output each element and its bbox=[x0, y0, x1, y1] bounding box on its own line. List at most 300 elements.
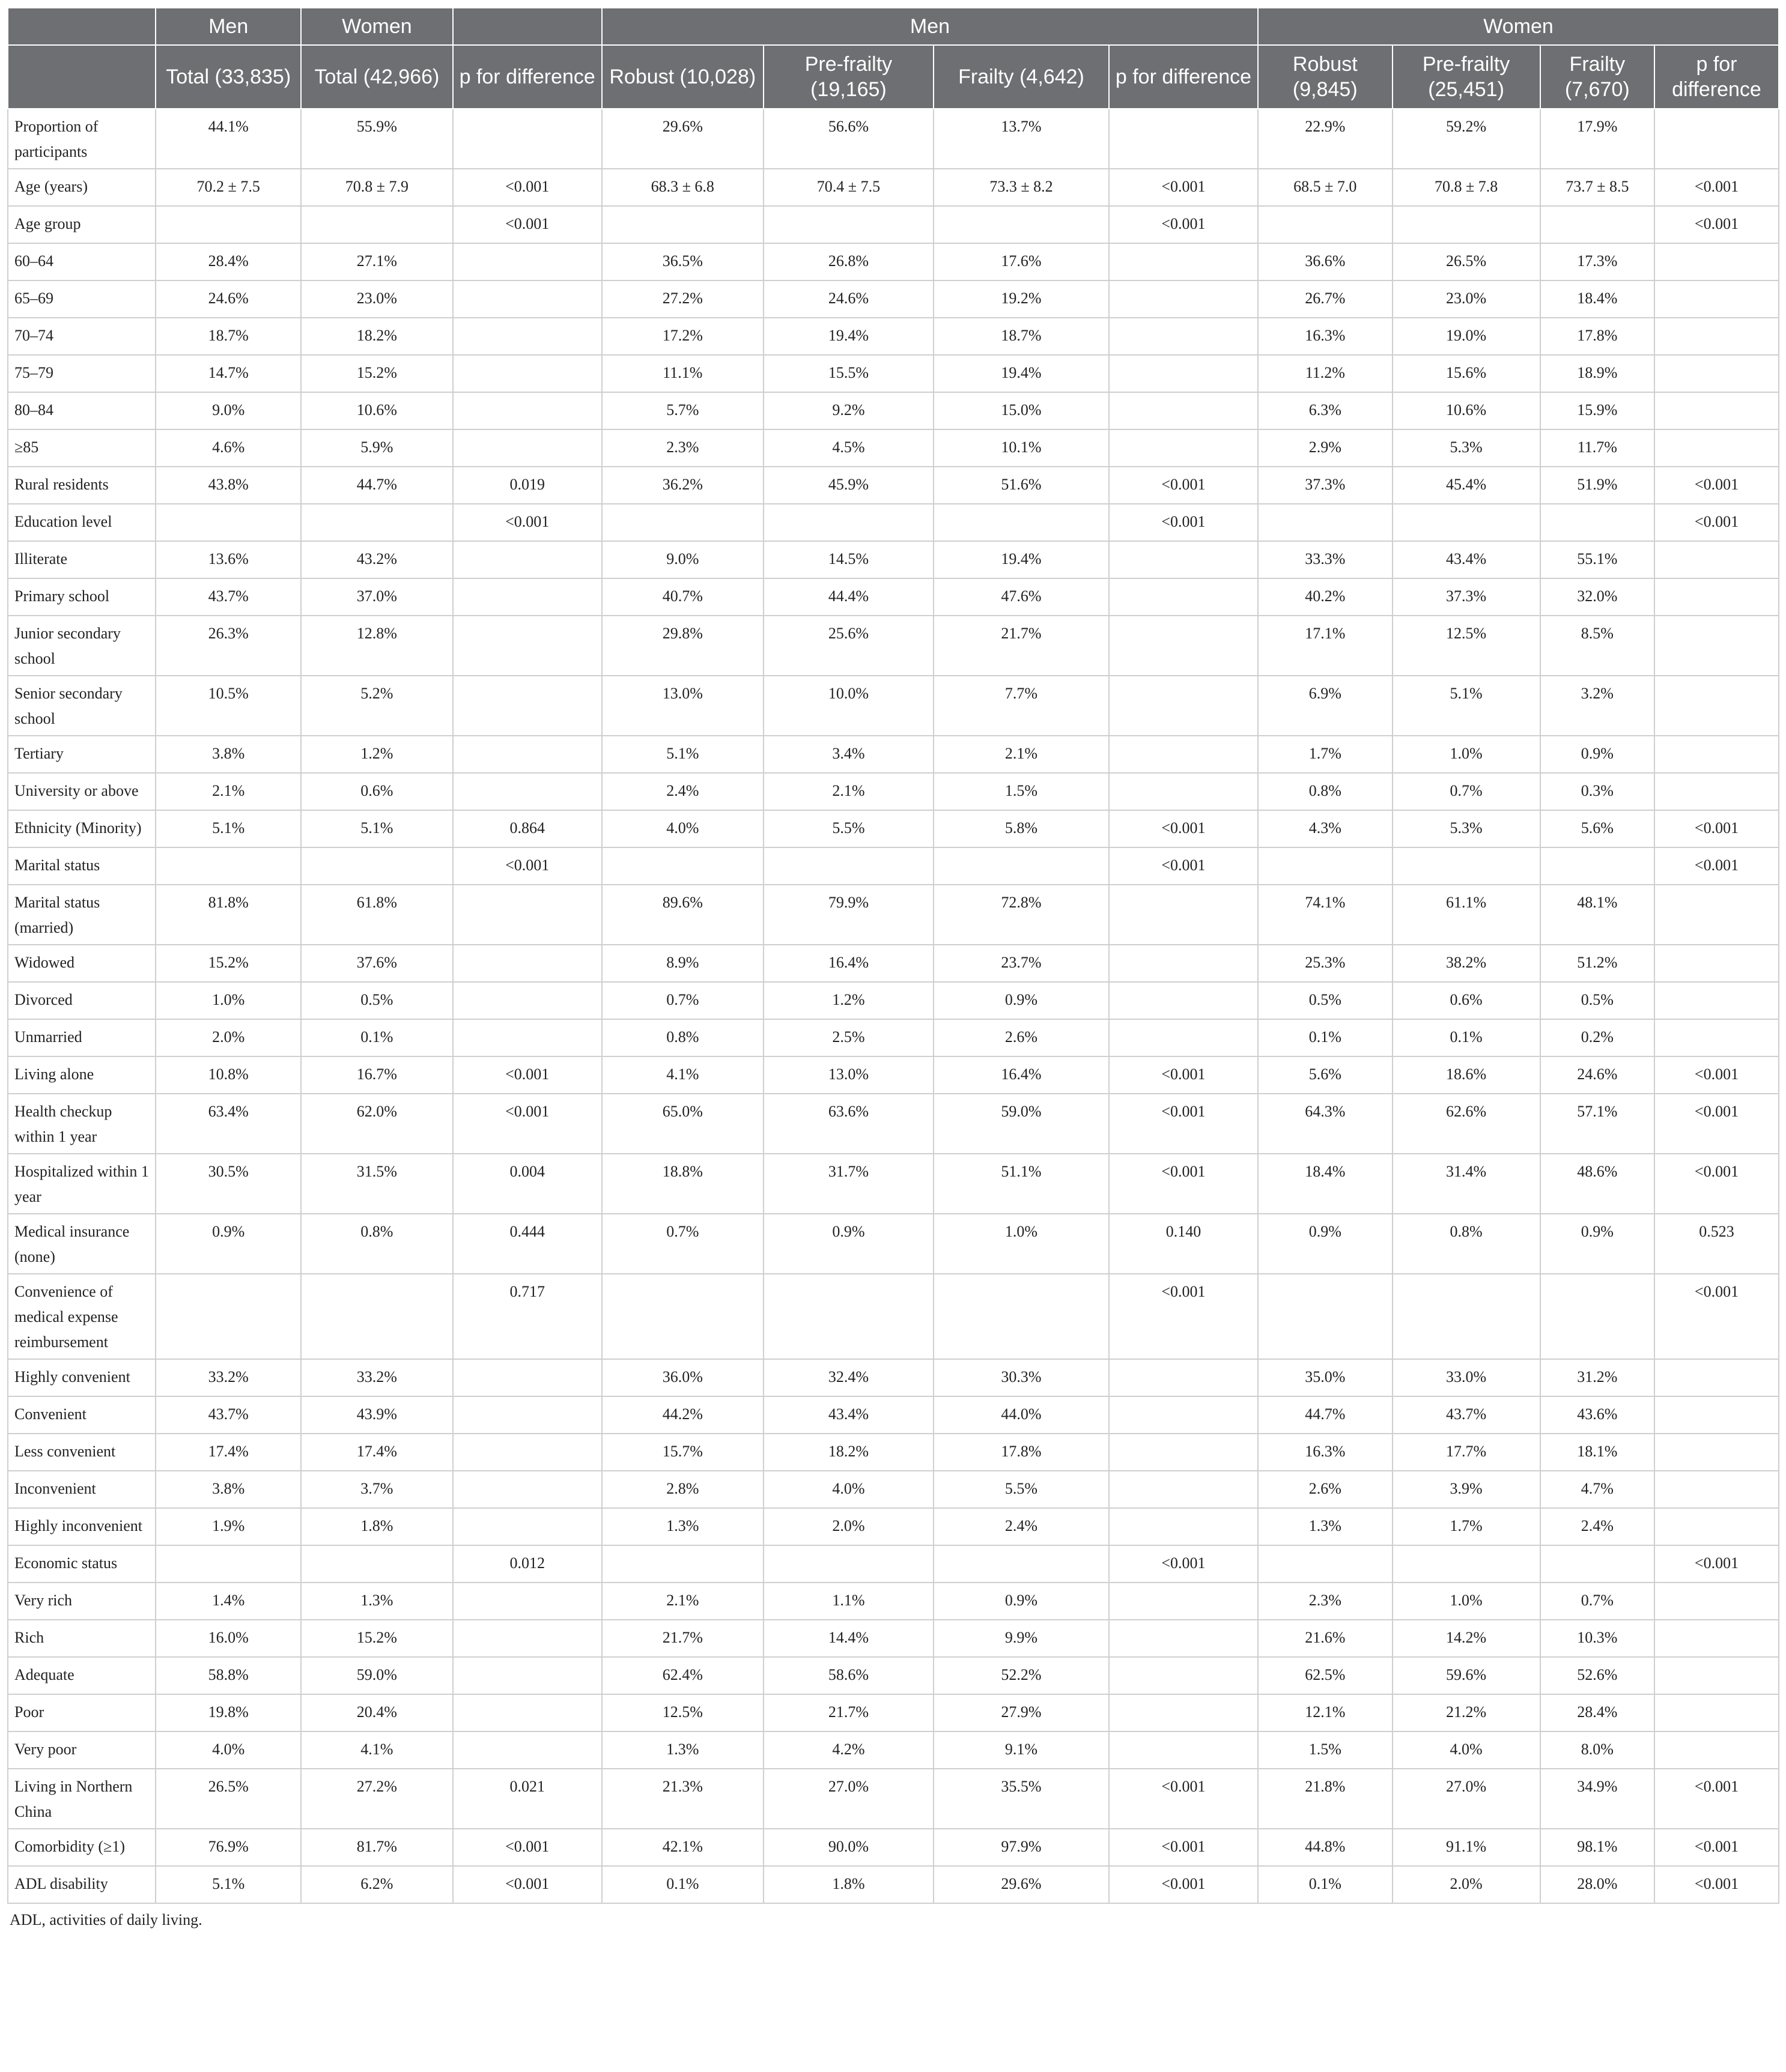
table-cell bbox=[1654, 676, 1779, 736]
table-row bbox=[8, 885, 1779, 945]
table-cell: 36.0% bbox=[602, 1359, 764, 1396]
table-cell: 38.2% bbox=[1393, 945, 1540, 982]
table-cell: <0.001 bbox=[1654, 1866, 1779, 1903]
table-row bbox=[8, 578, 1779, 616]
table-cell: 36.5% bbox=[602, 243, 764, 280]
table-cell bbox=[453, 1471, 602, 1508]
table-cell: 4.0% bbox=[1393, 1731, 1540, 1769]
table-cell: 3.4% bbox=[764, 736, 934, 773]
table-cell: 0.9% bbox=[764, 1214, 934, 1274]
row-label: Health checkup within 1 year bbox=[8, 1094, 156, 1154]
table-cell bbox=[602, 1274, 764, 1359]
row-label: Comorbidity (≥1) bbox=[8, 1829, 156, 1866]
table-cell bbox=[1654, 885, 1779, 945]
table-cell: 42.1% bbox=[602, 1829, 764, 1866]
header-cell: p for difference bbox=[453, 45, 602, 109]
table-row bbox=[8, 243, 1779, 280]
table-cell: 0.8% bbox=[1393, 1214, 1540, 1274]
table-cell: <0.001 bbox=[1654, 847, 1779, 885]
table-cell: 20.4% bbox=[301, 1694, 452, 1731]
table-cell: 24.6% bbox=[1540, 1056, 1654, 1094]
table-cell bbox=[453, 280, 602, 318]
table-cell: 57.1% bbox=[1540, 1094, 1654, 1154]
table-cell: 2.6% bbox=[934, 1019, 1109, 1056]
table-cell bbox=[453, 392, 602, 429]
table-cell: 10.5% bbox=[156, 676, 301, 736]
table-cell: 0.9% bbox=[934, 982, 1109, 1019]
table-cell: 12.8% bbox=[301, 616, 452, 676]
table-cell bbox=[156, 1545, 301, 1583]
table-cell: 0.8% bbox=[602, 1019, 764, 1056]
table-cell: 2.3% bbox=[1258, 1583, 1392, 1620]
table-cell bbox=[1109, 1434, 1258, 1471]
table-cell: <0.001 bbox=[1654, 169, 1779, 206]
table-cell bbox=[602, 504, 764, 541]
header-group-blank bbox=[8, 8, 156, 45]
table-cell bbox=[156, 1274, 301, 1359]
row-label: Poor bbox=[8, 1694, 156, 1731]
table-cell: 98.1% bbox=[1540, 1829, 1654, 1866]
table-cell: 62.5% bbox=[1258, 1657, 1392, 1694]
header-row-groups bbox=[8, 8, 1779, 45]
table-cell bbox=[1109, 1583, 1258, 1620]
table-cell: 62.4% bbox=[602, 1657, 764, 1694]
table-cell: <0.001 bbox=[1654, 1094, 1779, 1154]
table-cell: 56.6% bbox=[764, 109, 934, 169]
table-cell bbox=[1540, 847, 1654, 885]
table-cell bbox=[1540, 504, 1654, 541]
table-row bbox=[8, 1154, 1779, 1214]
row-label: 60–64 bbox=[8, 243, 156, 280]
table-cell: <0.001 bbox=[453, 206, 602, 243]
table-row bbox=[8, 736, 1779, 773]
table-cell: 18.9% bbox=[1540, 355, 1654, 392]
table-cell: 27.0% bbox=[764, 1769, 934, 1829]
table-cell: 1.1% bbox=[764, 1583, 934, 1620]
table-cell: 21.7% bbox=[764, 1694, 934, 1731]
table-row bbox=[8, 392, 1779, 429]
table-cell: 14.4% bbox=[764, 1620, 934, 1657]
table-row bbox=[8, 676, 1779, 736]
header-cell bbox=[8, 45, 156, 109]
table-cell: 31.4% bbox=[1393, 1154, 1540, 1214]
table-row bbox=[8, 280, 1779, 318]
table-cell bbox=[453, 1508, 602, 1545]
table-cell: 14.7% bbox=[156, 355, 301, 392]
table-row bbox=[8, 1657, 1779, 1694]
table-cell: 24.6% bbox=[156, 280, 301, 318]
table-cell: 8.5% bbox=[1540, 616, 1654, 676]
table-cell: 1.5% bbox=[1258, 1731, 1392, 1769]
table-cell bbox=[301, 1274, 452, 1359]
table-row bbox=[8, 1396, 1779, 1434]
table-cell bbox=[934, 504, 1109, 541]
table-cell bbox=[602, 847, 764, 885]
table-cell: 13.7% bbox=[934, 109, 1109, 169]
table-row bbox=[8, 109, 1779, 169]
table-cell bbox=[1654, 1396, 1779, 1434]
table-cell: 0.004 bbox=[453, 1154, 602, 1214]
table-cell: 64.3% bbox=[1258, 1094, 1392, 1154]
table-cell: 0.523 bbox=[1654, 1214, 1779, 1274]
table-cell: 33.2% bbox=[301, 1359, 452, 1396]
table-cell: 45.4% bbox=[1393, 467, 1540, 504]
table-cell: 1.9% bbox=[156, 1508, 301, 1545]
table-cell: 17.1% bbox=[1258, 616, 1392, 676]
table-cell: 37.6% bbox=[301, 945, 452, 982]
table-cell: 21.6% bbox=[1258, 1620, 1392, 1657]
table-cell: 5.1% bbox=[602, 736, 764, 773]
table-cell: 19.8% bbox=[156, 1694, 301, 1731]
table-cell: 26.5% bbox=[156, 1769, 301, 1829]
table-cell bbox=[1109, 1359, 1258, 1396]
table-cell: 43.6% bbox=[1540, 1396, 1654, 1434]
table-cell bbox=[934, 1274, 1109, 1359]
table-cell: 27.2% bbox=[301, 1769, 452, 1829]
header-row-columns bbox=[8, 45, 1779, 109]
table-cell: <0.001 bbox=[1109, 1154, 1258, 1214]
table-cell bbox=[453, 318, 602, 355]
table-cell: <0.001 bbox=[1109, 847, 1258, 885]
table-cell: 15.6% bbox=[1393, 355, 1540, 392]
table-cell: 1.2% bbox=[301, 736, 452, 773]
table-cell: 0.864 bbox=[453, 810, 602, 847]
table-cell bbox=[1654, 773, 1779, 810]
table-cell bbox=[1654, 736, 1779, 773]
table-cell bbox=[1258, 1274, 1392, 1359]
table-cell: 0.1% bbox=[1393, 1019, 1540, 1056]
table-cell: 48.1% bbox=[1540, 885, 1654, 945]
table-row bbox=[8, 504, 1779, 541]
table-cell: 73.3 ± 8.2 bbox=[934, 169, 1109, 206]
table-cell: 63.4% bbox=[156, 1094, 301, 1154]
table-cell: 24.6% bbox=[764, 280, 934, 318]
table-cell: 18.1% bbox=[1540, 1434, 1654, 1471]
row-label: Rural residents bbox=[8, 467, 156, 504]
table-cell: 63.6% bbox=[764, 1094, 934, 1154]
table-cell: 73.7 ± 8.5 bbox=[1540, 169, 1654, 206]
table-cell bbox=[1654, 1471, 1779, 1508]
table-cell: 18.4% bbox=[1258, 1154, 1392, 1214]
row-label: Very poor bbox=[8, 1731, 156, 1769]
table-cell bbox=[934, 206, 1109, 243]
table-cell: 1.0% bbox=[1393, 736, 1540, 773]
table-cell: 44.7% bbox=[1258, 1396, 1392, 1434]
table-cell: 4.1% bbox=[301, 1731, 452, 1769]
table-cell: 35.0% bbox=[1258, 1359, 1392, 1396]
table-cell: 10.6% bbox=[1393, 392, 1540, 429]
table-cell bbox=[453, 243, 602, 280]
table-cell bbox=[1393, 1545, 1540, 1583]
table-cell: 35.5% bbox=[934, 1769, 1109, 1829]
table-cell bbox=[1393, 1274, 1540, 1359]
table-cell: 2.8% bbox=[602, 1471, 764, 1508]
table-cell: 40.7% bbox=[602, 578, 764, 616]
table-cell: <0.001 bbox=[1109, 1829, 1258, 1866]
header-cell: Pre-frailty (19,165) bbox=[764, 45, 934, 109]
table-cell: 36.2% bbox=[602, 467, 764, 504]
header-group-blank bbox=[453, 8, 602, 45]
table-cell: 18.4% bbox=[1540, 280, 1654, 318]
table-cell bbox=[1654, 945, 1779, 982]
table-cell bbox=[1654, 1359, 1779, 1396]
table-cell bbox=[1258, 847, 1392, 885]
header-group-women-total: Women bbox=[301, 8, 452, 45]
header-group-men-total: Men bbox=[156, 8, 301, 45]
table-cell: 51.9% bbox=[1540, 467, 1654, 504]
table-cell bbox=[934, 1545, 1109, 1583]
row-label: Living in Northern China bbox=[8, 1769, 156, 1829]
table-cell: 17.2% bbox=[602, 318, 764, 355]
row-label: Junior secondary school bbox=[8, 616, 156, 676]
table-cell: 4.1% bbox=[602, 1056, 764, 1094]
table-cell: 43.4% bbox=[764, 1396, 934, 1434]
table-cell: 16.4% bbox=[764, 945, 934, 982]
table-cell: 4.6% bbox=[156, 429, 301, 467]
row-label: ADL disability bbox=[8, 1866, 156, 1903]
table-cell: <0.001 bbox=[1654, 1154, 1779, 1214]
row-label: Inconvenient bbox=[8, 1471, 156, 1508]
table-cell: 91.1% bbox=[1393, 1829, 1540, 1866]
table-row bbox=[8, 1620, 1779, 1657]
table-cell: 81.8% bbox=[156, 885, 301, 945]
table-cell: 61.8% bbox=[301, 885, 452, 945]
table-cell: 9.0% bbox=[602, 541, 764, 578]
table-cell: 17.9% bbox=[1540, 109, 1654, 169]
table-cell: 62.6% bbox=[1393, 1094, 1540, 1154]
table-cell: 2.4% bbox=[934, 1508, 1109, 1545]
table-cell: 7.7% bbox=[934, 676, 1109, 736]
table-cell: 25.3% bbox=[1258, 945, 1392, 982]
table-cell: 18.7% bbox=[934, 318, 1109, 355]
table-cell: 5.3% bbox=[1393, 429, 1540, 467]
table-cell: 0.717 bbox=[453, 1274, 602, 1359]
row-label: Age (years) bbox=[8, 169, 156, 206]
table-cell bbox=[453, 578, 602, 616]
row-label: Very rich bbox=[8, 1583, 156, 1620]
table-cell bbox=[1393, 206, 1540, 243]
table-cell: 0.9% bbox=[1540, 736, 1654, 773]
table-cell: <0.001 bbox=[1109, 504, 1258, 541]
table-cell bbox=[1109, 616, 1258, 676]
table-cell: 44.8% bbox=[1258, 1829, 1392, 1866]
table-cell: 58.8% bbox=[156, 1657, 301, 1694]
table-cell: 45.9% bbox=[764, 467, 934, 504]
table-cell bbox=[156, 206, 301, 243]
row-label: Rich bbox=[8, 1620, 156, 1657]
table-cell: 18.7% bbox=[156, 318, 301, 355]
table-cell bbox=[1109, 541, 1258, 578]
table-cell: 0.1% bbox=[301, 1019, 452, 1056]
table-cell: 3.7% bbox=[301, 1471, 452, 1508]
table-cell bbox=[453, 616, 602, 676]
table-cell: 43.7% bbox=[156, 1396, 301, 1434]
row-label: Age group bbox=[8, 206, 156, 243]
table-cell: 5.1% bbox=[156, 810, 301, 847]
table-cell: 5.9% bbox=[301, 429, 452, 467]
table-cell: 74.1% bbox=[1258, 885, 1392, 945]
table-cell: 19.4% bbox=[934, 541, 1109, 578]
table-cell: 43.4% bbox=[1393, 541, 1540, 578]
table-cell: 15.9% bbox=[1540, 392, 1654, 429]
table-cell: 21.7% bbox=[602, 1620, 764, 1657]
table-cell bbox=[1654, 318, 1779, 355]
table-cell: 5.8% bbox=[934, 810, 1109, 847]
table-cell: 2.4% bbox=[602, 773, 764, 810]
table-row bbox=[8, 1508, 1779, 1545]
table-cell: 33.2% bbox=[156, 1359, 301, 1396]
table-cell bbox=[453, 945, 602, 982]
table-cell: 18.2% bbox=[764, 1434, 934, 1471]
table-cell: 3.8% bbox=[156, 1471, 301, 1508]
table-cell: 30.5% bbox=[156, 1154, 301, 1214]
table-cell: 1.8% bbox=[301, 1508, 452, 1545]
table-cell: 27.0% bbox=[1393, 1769, 1540, 1829]
row-label: 70–74 bbox=[8, 318, 156, 355]
table-cell: 44.7% bbox=[301, 467, 452, 504]
table-cell: 44.2% bbox=[602, 1396, 764, 1434]
table-cell: 17.4% bbox=[156, 1434, 301, 1471]
table-cell bbox=[1258, 206, 1392, 243]
table-cell bbox=[1540, 1545, 1654, 1583]
table-cell: 25.6% bbox=[764, 616, 934, 676]
table-cell: 28.0% bbox=[1540, 1866, 1654, 1903]
header-cell: Robust (10,028) bbox=[602, 45, 764, 109]
table-cell: 18.2% bbox=[301, 318, 452, 355]
table-cell: 2.9% bbox=[1258, 429, 1392, 467]
table-cell: <0.001 bbox=[1109, 1274, 1258, 1359]
table-row bbox=[8, 1056, 1779, 1094]
table-cell: 0.1% bbox=[602, 1866, 764, 1903]
table-cell: 52.6% bbox=[1540, 1657, 1654, 1694]
table-cell bbox=[1109, 982, 1258, 1019]
table-cell bbox=[764, 1545, 934, 1583]
table-cell: 2.0% bbox=[1393, 1866, 1540, 1903]
table-cell: 44.4% bbox=[764, 578, 934, 616]
table-cell: 11.7% bbox=[1540, 429, 1654, 467]
table-cell: 29.6% bbox=[602, 109, 764, 169]
table-cell: <0.001 bbox=[1109, 1769, 1258, 1829]
table-cell bbox=[1393, 847, 1540, 885]
table-cell: 55.9% bbox=[301, 109, 452, 169]
table-cell bbox=[764, 1274, 934, 1359]
table-cell bbox=[1654, 1657, 1779, 1694]
table-cell bbox=[156, 504, 301, 541]
table-cell: 51.6% bbox=[934, 467, 1109, 504]
table-cell: 8.9% bbox=[602, 945, 764, 982]
table-cell: 0.021 bbox=[453, 1769, 602, 1829]
table-cell bbox=[1393, 504, 1540, 541]
table-cell: 3.9% bbox=[1393, 1471, 1540, 1508]
table-cell: 16.7% bbox=[301, 1056, 452, 1094]
table-cell: 48.6% bbox=[1540, 1154, 1654, 1214]
table-cell bbox=[1654, 982, 1779, 1019]
table-cell bbox=[934, 847, 1109, 885]
table-cell: <0.001 bbox=[1109, 1866, 1258, 1903]
row-label: Education level bbox=[8, 504, 156, 541]
table-cell bbox=[1109, 429, 1258, 467]
table-row bbox=[8, 318, 1779, 355]
table-row bbox=[8, 1214, 1779, 1274]
table-cell: <0.001 bbox=[453, 1866, 602, 1903]
row-label: Divorced bbox=[8, 982, 156, 1019]
table-cell: 37.0% bbox=[301, 578, 452, 616]
table-cell: 43.7% bbox=[156, 578, 301, 616]
table-cell: <0.001 bbox=[453, 1056, 602, 1094]
table-cell bbox=[453, 541, 602, 578]
header-cell: Robust (9,845) bbox=[1258, 45, 1392, 109]
table-cell: 47.6% bbox=[934, 578, 1109, 616]
table-cell: 26.7% bbox=[1258, 280, 1392, 318]
table-cell bbox=[453, 736, 602, 773]
row-label: Living alone bbox=[8, 1056, 156, 1094]
table-cell: 1.3% bbox=[1258, 1508, 1392, 1545]
table-cell: 26.5% bbox=[1393, 243, 1540, 280]
table-cell: 70.4 ± 7.5 bbox=[764, 169, 934, 206]
table-cell: 43.2% bbox=[301, 541, 452, 578]
table-cell bbox=[453, 982, 602, 1019]
table-cell: 17.7% bbox=[1393, 1434, 1540, 1471]
header-cell: p for difference bbox=[1109, 45, 1258, 109]
header-cell: Total (42,966) bbox=[301, 45, 452, 109]
table-cell bbox=[453, 1396, 602, 1434]
table-cell: 97.9% bbox=[934, 1829, 1109, 1866]
table-cell bbox=[1109, 1694, 1258, 1731]
row-label: Ethnicity (Minority) bbox=[8, 810, 156, 847]
table-cell bbox=[1540, 206, 1654, 243]
table-cell: 59.0% bbox=[301, 1657, 452, 1694]
table-row bbox=[8, 1769, 1779, 1829]
table-cell bbox=[1654, 1508, 1779, 1545]
table-cell: 0.140 bbox=[1109, 1214, 1258, 1274]
table-cell: 70.8 ± 7.9 bbox=[301, 169, 452, 206]
table-cell: 1.0% bbox=[934, 1214, 1109, 1274]
table-cell: 17.6% bbox=[934, 243, 1109, 280]
table-cell bbox=[602, 206, 764, 243]
row-label: Unmarried bbox=[8, 1019, 156, 1056]
table-cell: 26.3% bbox=[156, 616, 301, 676]
table-cell bbox=[1109, 676, 1258, 736]
table-cell bbox=[156, 847, 301, 885]
table-cell bbox=[1258, 1545, 1392, 1583]
table-cell: 17.4% bbox=[301, 1434, 452, 1471]
table-cell: <0.001 bbox=[453, 1094, 602, 1154]
table-cell: 55.1% bbox=[1540, 541, 1654, 578]
table-cell: 21.7% bbox=[934, 616, 1109, 676]
row-label: Less convenient bbox=[8, 1434, 156, 1471]
table-cell: 12.5% bbox=[1393, 616, 1540, 676]
table-cell: 3.2% bbox=[1540, 676, 1654, 736]
table-cell: 0.5% bbox=[1540, 982, 1654, 1019]
table-cell: 19.4% bbox=[764, 318, 934, 355]
table-cell: 10.8% bbox=[156, 1056, 301, 1094]
table-cell bbox=[1654, 541, 1779, 578]
table-cell bbox=[1654, 616, 1779, 676]
table-cell: 27.2% bbox=[602, 280, 764, 318]
row-label: Widowed bbox=[8, 945, 156, 982]
table-cell: 44.1% bbox=[156, 109, 301, 169]
table-cell: 89.6% bbox=[602, 885, 764, 945]
table-cell bbox=[453, 1434, 602, 1471]
table-cell: <0.001 bbox=[1109, 1545, 1258, 1583]
table-cell: 14.2% bbox=[1393, 1620, 1540, 1657]
table-cell: <0.001 bbox=[1109, 206, 1258, 243]
table-cell: 0.019 bbox=[453, 467, 602, 504]
table-cell: 2.1% bbox=[764, 773, 934, 810]
table-cell bbox=[1109, 945, 1258, 982]
table-cell bbox=[1109, 1019, 1258, 1056]
table-cell: 76.9% bbox=[156, 1829, 301, 1866]
